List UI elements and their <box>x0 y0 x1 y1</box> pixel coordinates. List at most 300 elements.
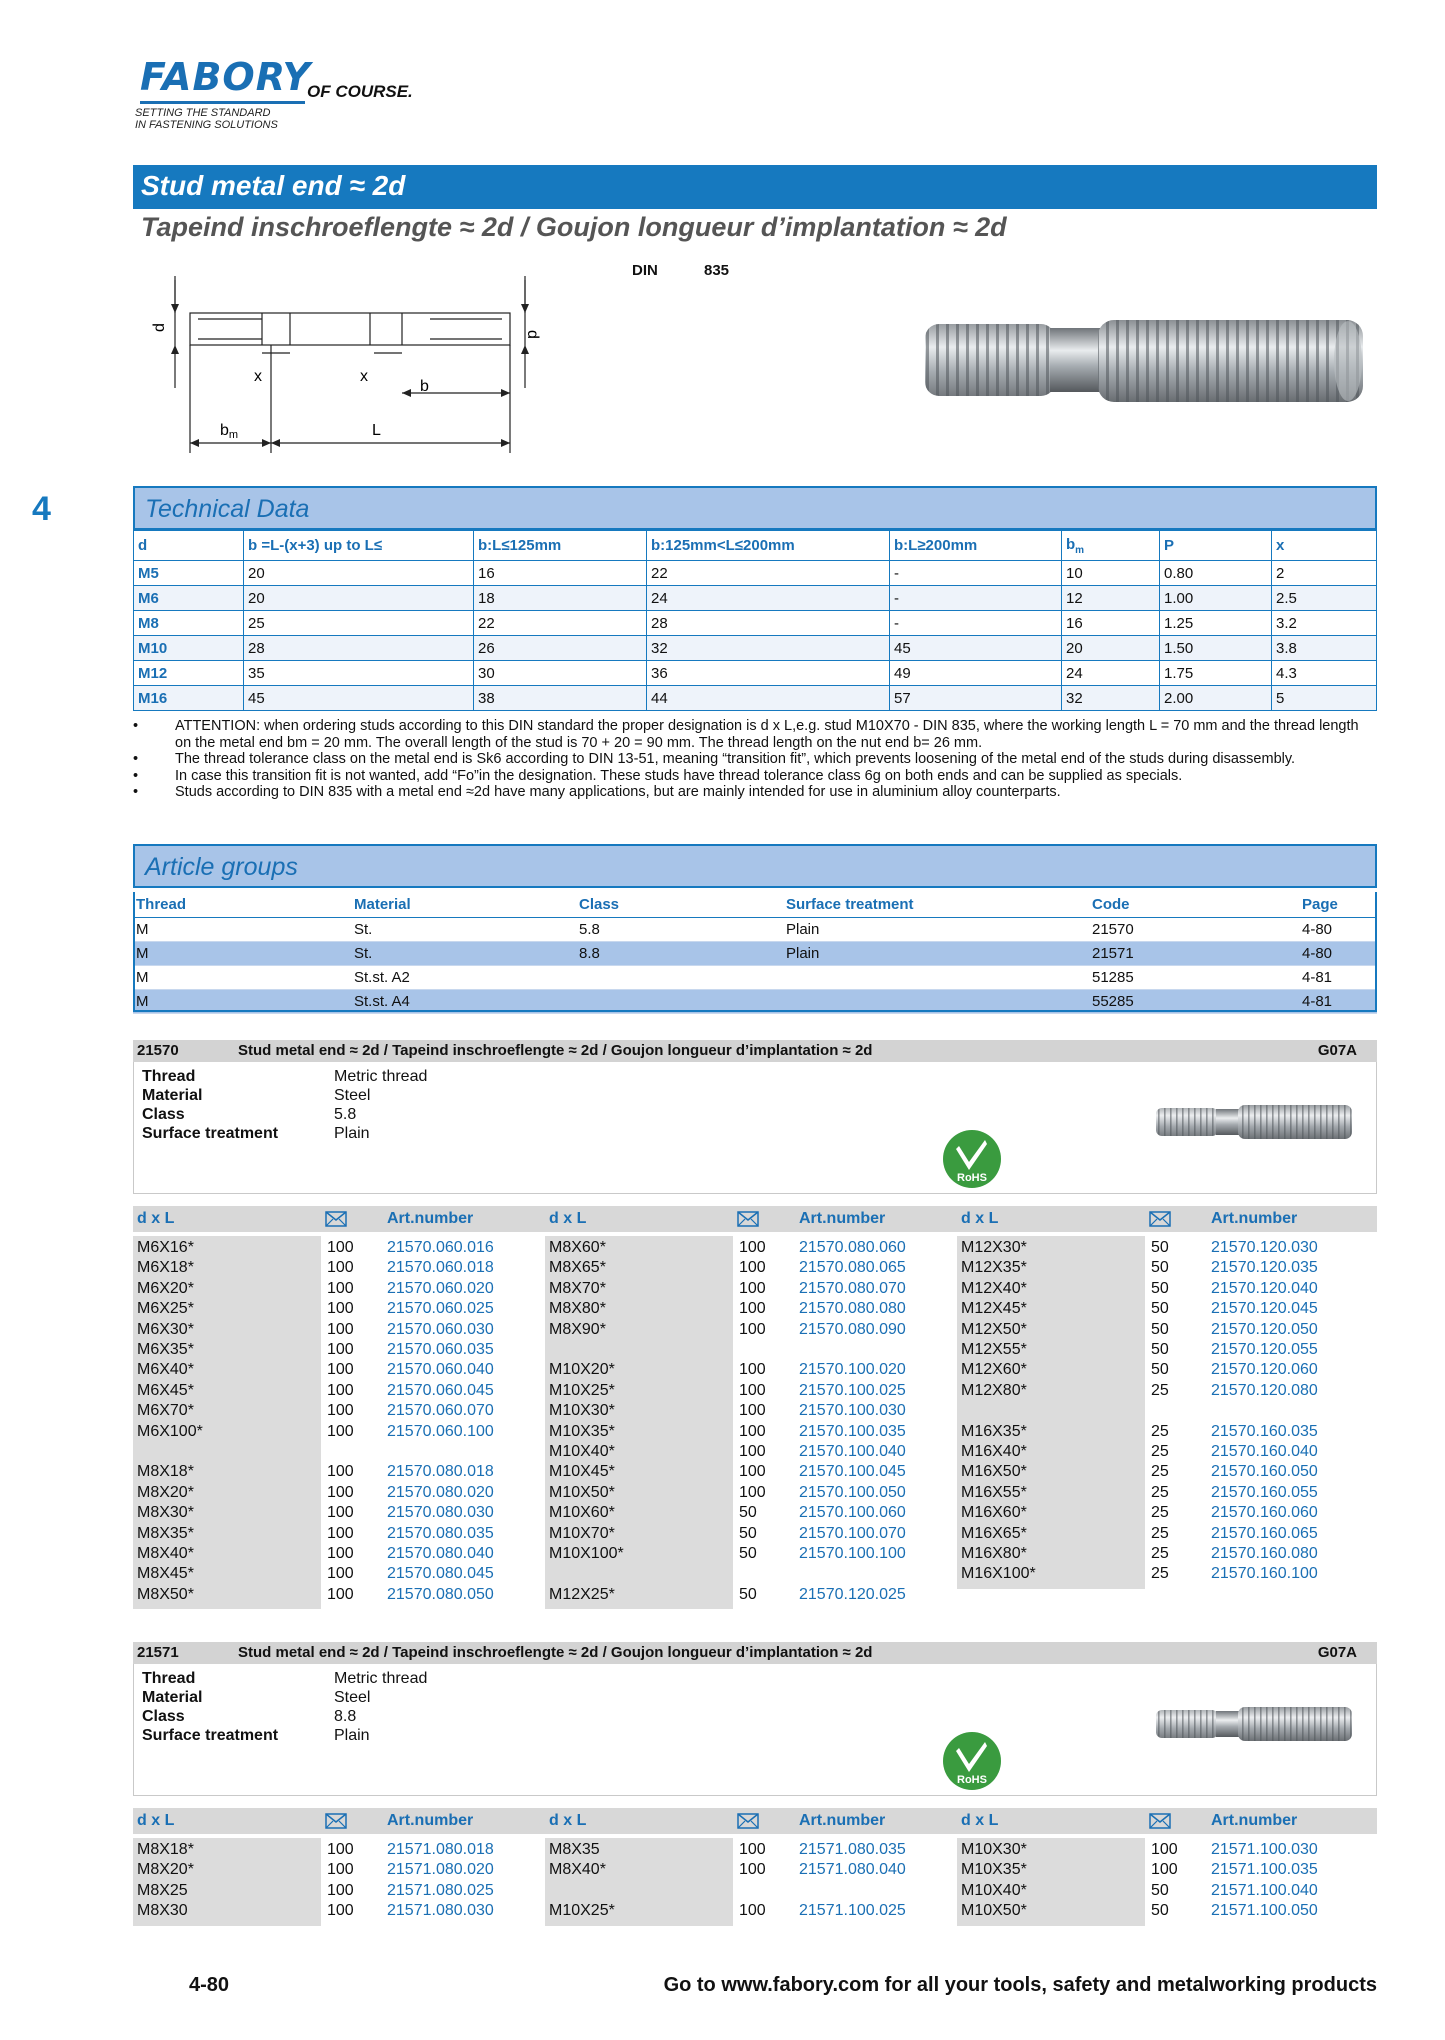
table-header-row <box>133 892 1377 917</box>
package-quantity: 50 <box>739 1545 757 1562</box>
article-list-row[interactable] <box>545 1503 945 1523</box>
article-list-row[interactable] <box>957 1544 1357 1564</box>
table-cell: 4-80 <box>1299 941 1377 965</box>
size-label: M10X20* <box>549 1361 615 1379</box>
table-cell: 8.8 <box>576 941 783 965</box>
rohs-label: RoHS <box>957 1172 987 1184</box>
package-quantity-icon <box>737 1813 759 1829</box>
size-label: M10X35* <box>961 1861 1027 1879</box>
table-cell: - <box>890 586 1062 611</box>
table-cell: 45 <box>890 636 1062 661</box>
article-number-link[interactable]: 21570.080.030 <box>387 1504 494 1522</box>
article-number-link[interactable]: 21570.120.080 <box>1211 1381 1318 1399</box>
size-label: M6X25* <box>137 1300 194 1318</box>
logo-slogan: OF COURSE. <box>307 82 413 101</box>
size-label: M6X40* <box>137 1361 194 1379</box>
col-header: b:L≥200mm <box>890 531 1062 561</box>
article-number-link[interactable]: 21571.080.040 <box>799 1861 906 1879</box>
article-list-row[interactable] <box>545 1422 945 1442</box>
article-list-row[interactable] <box>133 1279 533 1299</box>
article-number-link[interactable]: 21570.060.045 <box>387 1381 494 1399</box>
article-list-row[interactable] <box>957 1381 1357 1401</box>
col-header-art-number: Art.number <box>799 1210 886 1227</box>
package-quantity: 100 <box>327 1902 354 1920</box>
package-quantity: 25 <box>1151 1545 1169 1562</box>
package-quantity: 25 <box>1151 1463 1169 1481</box>
article-number-link[interactable]: 21570.160.060 <box>1211 1504 1318 1522</box>
table-cell: M <box>133 917 351 941</box>
article-number-link[interactable]: 21570.120.050 <box>1211 1320 1318 1338</box>
product-properties-box <box>133 1664 1377 1796</box>
article-list-row[interactable] <box>545 1544 945 1564</box>
article-list-row[interactable] <box>545 1258 945 1278</box>
col-header-dxl: d x L <box>549 1812 587 1829</box>
article-number-link[interactable]: 21570.160.040 <box>1211 1443 1318 1460</box>
note-item: • The thread tolerance class on the metal end is Sk6 according to DIN 13-51, meaning “transition fit”, which prevents loosening of the metal end of the studs during disassembly. <box>133 751 1377 768</box>
article-number-link[interactable]: 21571.100.040 <box>1211 1881 1318 1899</box>
article-list-row[interactable] <box>957 1524 1357 1544</box>
col-header: P <box>1160 531 1272 561</box>
article-number-link[interactable]: 21570.100.040 <box>799 1443 906 1460</box>
article-group-row[interactable] <box>133 989 1377 1013</box>
article-list-row[interactable] <box>545 1299 945 1319</box>
table-cell: 16 <box>474 561 647 586</box>
package-quantity: 50 <box>1151 1361 1169 1379</box>
article-list-row[interactable] <box>133 1585 533 1605</box>
col-header: Surface treatment <box>783 892 1089 917</box>
size-label: M8X50* <box>137 1585 194 1603</box>
size-label: M12X45* <box>961 1300 1027 1318</box>
article-number-link[interactable]: 21570.160.050 <box>1211 1463 1318 1481</box>
article-number-link[interactable]: 21570.080.070 <box>799 1279 906 1297</box>
package-quantity-icon <box>737 1211 759 1227</box>
article-list-row[interactable] <box>133 1299 533 1319</box>
table-cell: M16 <box>134 686 244 711</box>
article-number-link[interactable]: 21570.120.030 <box>1211 1239 1318 1256</box>
article-list-row[interactable] <box>957 1840 1357 1860</box>
product-group-code: G07A <box>1317 1042 1357 1059</box>
article-number-link[interactable]: 21570.080.065 <box>799 1259 906 1277</box>
size-label: M10X25* <box>549 1902 615 1920</box>
size-label: M16X65* <box>961 1524 1027 1542</box>
article-list-row[interactable] <box>957 1503 1357 1523</box>
article-number-link[interactable]: 21570.160.080 <box>1211 1545 1318 1562</box>
article-number-link[interactable]: 21570.080.050 <box>387 1585 494 1603</box>
package-quantity: 100 <box>739 1402 766 1420</box>
table-cell: 36 <box>647 661 890 686</box>
article-number-link[interactable]: 21571.100.025 <box>799 1902 906 1920</box>
article-list-row[interactable] <box>133 1258 533 1278</box>
article-number-link[interactable]: 21571.080.018 <box>387 1841 494 1858</box>
article-number-link[interactable]: 21570.100.060 <box>799 1504 906 1522</box>
article-list-row[interactable] <box>133 1320 533 1340</box>
size-label: M10X70* <box>549 1524 615 1542</box>
col-header-dxl: d x L <box>137 1210 175 1227</box>
table-cell: 45 <box>244 686 474 711</box>
article-number-link[interactable]: 21571.080.025 <box>387 1881 494 1899</box>
size-label: M8X65* <box>549 1259 606 1277</box>
package-quantity: 50 <box>1151 1320 1169 1338</box>
table-cell: 24 <box>1062 661 1160 686</box>
page-subtitle: Tapeind inschroeflengte ≈ 2d / Goujon longueur d’implantation ≈ 2d <box>141 212 1007 242</box>
table-cell: 5.8 <box>576 917 783 941</box>
article-number-link[interactable]: 21570.160.065 <box>1211 1524 1318 1542</box>
article-list-row[interactable] <box>133 1483 533 1503</box>
col-header: Material <box>351 892 576 917</box>
article-number-link[interactable]: 21570.120.060 <box>1211 1361 1318 1379</box>
article-number-link[interactable]: 21570.100.035 <box>799 1422 906 1440</box>
col-header: b:L≤125mm <box>474 531 647 561</box>
article-number-link[interactable]: 21570.160.055 <box>1211 1483 1318 1501</box>
article-number-link[interactable]: 21570.100.045 <box>799 1463 906 1481</box>
package-quantity: 25 <box>1151 1483 1169 1501</box>
article-list-row[interactable] <box>545 1279 945 1299</box>
product-description: Stud metal end ≈ 2d / Tapeind inschroeflengte ≈ 2d / Goujon longueur d’implantation ≈ 2d <box>238 1644 873 1661</box>
size-label: M6X30* <box>137 1320 194 1338</box>
package-quantity: 100 <box>739 1463 766 1481</box>
article-number-link[interactable]: 21570.080.020 <box>387 1483 494 1501</box>
article-number-link[interactable]: 21571.100.030 <box>1211 1841 1318 1858</box>
article-list-row[interactable] <box>545 1238 945 1258</box>
table-cell: 55285 <box>1089 989 1299 1013</box>
article-list-row[interactable] <box>133 1901 533 1921</box>
size-label: M12X40* <box>961 1279 1027 1297</box>
table-row <box>134 561 1377 586</box>
table-row <box>134 611 1377 636</box>
article-list-row[interactable] <box>957 1238 1357 1258</box>
article-number-link[interactable]: 21570.120.025 <box>799 1585 906 1603</box>
size-label: M6X45* <box>137 1381 194 1399</box>
package-quantity: 100 <box>739 1483 766 1501</box>
table-cell: 12 <box>1062 586 1160 611</box>
size-label: M6X20* <box>137 1279 194 1297</box>
product-code: 21571 <box>137 1644 179 1661</box>
article-number-link[interactable]: 21570.160.035 <box>1211 1422 1318 1440</box>
package-quantity: 100 <box>327 1841 354 1858</box>
table-cell: 1.50 <box>1160 636 1272 661</box>
drawing-label-d-left: d <box>151 323 168 332</box>
table-cell: 26 <box>474 636 647 661</box>
article-list-row[interactable] <box>133 1401 533 1421</box>
article-number-link[interactable]: 21571.080.020 <box>387 1861 494 1879</box>
property-value: 8.8 <box>334 1708 357 1725</box>
package-quantity: 100 <box>327 1239 354 1256</box>
table-header-row <box>134 531 1377 561</box>
table-cell: M12 <box>134 661 244 686</box>
package-quantity: 100 <box>739 1300 766 1318</box>
size-label: M16X55* <box>961 1483 1027 1501</box>
article-number-link[interactable]: 21570.080.035 <box>387 1524 494 1542</box>
article-list-row[interactable] <box>545 1442 945 1462</box>
article-list-row[interactable] <box>133 1462 533 1482</box>
package-quantity: 100 <box>1151 1861 1178 1879</box>
article-list-row[interactable] <box>957 1320 1357 1340</box>
size-label: M8X90* <box>549 1320 606 1338</box>
drawing-label-bm: bm <box>220 422 239 441</box>
article-list-row[interactable] <box>957 1360 1357 1380</box>
table-cell: 22 <box>647 561 890 586</box>
package-quantity: 100 <box>1151 1841 1178 1858</box>
product-header <box>133 1642 1377 1664</box>
article-list-row[interactable] <box>957 1442 1357 1462</box>
article-list-row[interactable] <box>957 1860 1357 1880</box>
size-label: M8X20* <box>137 1483 194 1501</box>
article-list-row[interactable] <box>133 1840 533 1860</box>
table-cell: 20 <box>244 586 474 611</box>
fabory-logo <box>135 55 435 135</box>
article-list-row[interactable] <box>545 1524 945 1544</box>
article-list-row[interactable] <box>957 1340 1357 1360</box>
article-list-header <box>133 1808 1377 1834</box>
col-header-art-number: Art.number <box>387 1812 474 1829</box>
article-number-link[interactable]: 21571.080.035 <box>799 1841 906 1858</box>
rohs-badge-icon <box>942 1128 1002 1190</box>
size-label: M12X55* <box>961 1341 1027 1358</box>
stud-technical-drawing <box>140 268 541 468</box>
package-quantity: 100 <box>739 1443 766 1460</box>
table-cell: 0.80 <box>1160 561 1272 586</box>
table-cell: 28 <box>244 636 474 661</box>
article-list-row[interactable] <box>545 1483 945 1503</box>
table-cell: M10 <box>134 636 244 661</box>
article-number-link[interactable]: 21570.060.070 <box>387 1402 494 1420</box>
package-quantity: 50 <box>739 1524 757 1542</box>
table-row <box>134 686 1377 711</box>
chapter-number: 4 <box>32 490 51 528</box>
col-header: Class <box>576 892 783 917</box>
package-quantity: 50 <box>1151 1279 1169 1297</box>
table-cell: 4-81 <box>1299 965 1377 989</box>
article-list-row[interactable] <box>545 1860 945 1880</box>
size-label: M16X100* <box>961 1565 1036 1583</box>
package-quantity: 50 <box>739 1585 757 1603</box>
page-title-bar <box>133 165 1377 209</box>
page-title: Stud metal end ≈ 2d <box>141 170 406 201</box>
stud-thumbnail-photo <box>1154 1702 1354 1746</box>
package-quantity: 100 <box>739 1841 766 1858</box>
article-number-link[interactable]: 21570.100.100 <box>799 1545 906 1562</box>
article-number-link[interactable]: 21570.120.055 <box>1211 1341 1318 1358</box>
article-list-row[interactable] <box>957 1564 1357 1584</box>
article-number-link[interactable]: 21570.100.020 <box>799 1361 906 1379</box>
article-number-link[interactable]: 21570.060.020 <box>387 1279 494 1297</box>
drawing-label-x-right: x <box>360 368 368 385</box>
article-number-link[interactable]: 21570.080.040 <box>387 1545 494 1562</box>
article-list-row[interactable] <box>133 1860 533 1880</box>
package-quantity: 100 <box>739 1259 766 1277</box>
article-list-row[interactable] <box>133 1524 533 1544</box>
article-list-row[interactable] <box>545 1840 945 1860</box>
size-label: M10X45* <box>549 1463 615 1481</box>
table-row <box>134 586 1377 611</box>
package-quantity: 100 <box>739 1361 766 1379</box>
package-quantity: 100 <box>327 1565 354 1583</box>
property-label: Thread <box>142 1068 196 1085</box>
table-cell: St.st. A2 <box>351 965 576 989</box>
table-cell: 32 <box>647 636 890 661</box>
property-value: Plain <box>334 1125 370 1142</box>
article-list-row[interactable] <box>957 1881 1357 1901</box>
size-label: M8X30 <box>137 1902 188 1920</box>
table-cell: 5 <box>1272 686 1377 711</box>
property-label: Surface treatment <box>142 1125 279 1142</box>
page-number: 4-80 <box>189 1974 230 1996</box>
article-number-link[interactable]: 21570.120.035 <box>1211 1259 1318 1277</box>
table-cell: St. <box>351 917 576 941</box>
article-number-link[interactable]: 21570.060.035 <box>387 1341 494 1358</box>
article-number-link[interactable]: 21570.080.090 <box>799 1320 906 1338</box>
logo-brand-name: FABORY <box>140 55 312 99</box>
article-list-row[interactable] <box>133 1381 533 1401</box>
package-quantity: 100 <box>739 1279 766 1297</box>
product-header <box>133 1040 1377 1062</box>
article-number-link[interactable]: 21571.080.030 <box>387 1902 494 1920</box>
package-quantity: 100 <box>327 1422 354 1440</box>
table-cell: 24 <box>647 586 890 611</box>
package-quantity: 100 <box>327 1483 354 1501</box>
article-number-link[interactable]: 21570.060.025 <box>387 1300 494 1318</box>
property-label: Material <box>142 1689 203 1706</box>
table-cell: M <box>133 989 351 1013</box>
property-label: Class <box>142 1106 185 1123</box>
table-cell: 57 <box>890 686 1062 711</box>
article-number-link[interactable]: 21570.060.018 <box>387 1259 494 1277</box>
drawing-label-x-left: x <box>254 368 262 385</box>
article-number-link[interactable]: 21570.080.080 <box>799 1300 906 1318</box>
product-properties-box <box>133 1062 1377 1194</box>
article-groups-title: Article groups <box>145 853 298 881</box>
size-label: M8X45* <box>137 1565 194 1583</box>
package-quantity: 100 <box>327 1861 354 1879</box>
table-cell: 32 <box>1062 686 1160 711</box>
package-quantity: 50 <box>1151 1259 1169 1277</box>
article-list-row[interactable] <box>133 1544 533 1564</box>
table-cell: 2.5 <box>1272 586 1377 611</box>
article-list-row[interactable] <box>545 1401 945 1421</box>
article-list-row[interactable] <box>957 1422 1357 1442</box>
article-number-link[interactable]: 21570.160.100 <box>1211 1565 1318 1583</box>
col-header-dxl: d x L <box>961 1210 999 1227</box>
article-list-row[interactable] <box>545 1360 945 1380</box>
article-list-row[interactable] <box>133 1881 533 1901</box>
article-list-row[interactable] <box>133 1360 533 1380</box>
article-number-link[interactable]: 21570.060.030 <box>387 1320 494 1338</box>
article-list-row[interactable] <box>133 1238 533 1258</box>
table-cell: 21570 <box>1089 917 1299 941</box>
property-value: Steel <box>334 1689 371 1706</box>
technical-data-title: Technical Data <box>145 495 310 523</box>
property-value: Plain <box>334 1727 370 1744</box>
size-label: M8X35 <box>549 1841 600 1858</box>
article-number-link[interactable]: 21570.120.045 <box>1211 1300 1318 1318</box>
logo-tagline-2: IN FASTENING SOLUTIONS <box>135 119 278 131</box>
logo-underline <box>140 101 305 104</box>
article-number-link[interactable]: 21570.120.040 <box>1211 1279 1318 1297</box>
article-number-link[interactable]: 21570.100.050 <box>799 1483 906 1501</box>
col-header: b =L-(x+3) up to L≤ <box>244 531 474 561</box>
article-list-row[interactable] <box>133 1422 533 1442</box>
package-quantity: 50 <box>1151 1239 1169 1256</box>
table-cell: 49 <box>890 661 1062 686</box>
article-list-row[interactable] <box>957 1483 1357 1503</box>
package-quantity-icon <box>325 1211 347 1227</box>
article-number-link[interactable]: 21570.080.060 <box>799 1239 906 1256</box>
size-label: M8X60* <box>549 1239 606 1256</box>
table-cell: St. <box>351 941 576 965</box>
article-list-row[interactable] <box>545 1381 945 1401</box>
size-label: M12X80* <box>961 1381 1027 1399</box>
article-number-link[interactable]: 21570.100.025 <box>799 1381 906 1399</box>
article-list-row[interactable] <box>133 1503 533 1523</box>
article-list-row[interactable] <box>545 1320 945 1340</box>
size-label: M16X50* <box>961 1463 1027 1481</box>
article-list-row[interactable] <box>133 1564 533 1584</box>
article-list-row[interactable] <box>133 1340 533 1360</box>
article-list-row[interactable] <box>957 1299 1357 1319</box>
article-list-row[interactable] <box>545 1462 945 1482</box>
article-list-row[interactable] <box>957 1258 1357 1278</box>
property-label: Class <box>142 1708 185 1725</box>
article-group-row[interactable] <box>133 941 1377 965</box>
stud-thumbnail-photo <box>1154 1100 1354 1144</box>
article-number-link[interactable]: 21570.080.045 <box>387 1565 494 1583</box>
package-quantity: 50 <box>1151 1300 1169 1318</box>
package-quantity: 100 <box>327 1504 354 1522</box>
article-number-link[interactable]: 21571.100.035 <box>1211 1861 1318 1879</box>
table-cell: 16 <box>1062 611 1160 636</box>
table-cell: 3.8 <box>1272 636 1377 661</box>
article-number-link[interactable]: 21570.100.070 <box>799 1524 906 1542</box>
col-header-art-number: Art.number <box>1211 1210 1298 1227</box>
table-cell: 20 <box>1062 636 1160 661</box>
article-number-link[interactable]: 21570.100.030 <box>799 1402 906 1420</box>
article-list-row[interactable] <box>545 1585 945 1605</box>
article-number-link[interactable]: 21570.060.040 <box>387 1361 494 1379</box>
article-group-row[interactable] <box>133 965 1377 989</box>
article-number-link[interactable]: 21571.100.050 <box>1211 1902 1318 1920</box>
package-quantity: 50 <box>1151 1341 1169 1358</box>
article-group-row[interactable] <box>133 917 1377 941</box>
size-label: M16X80* <box>961 1545 1027 1562</box>
table-cell: Plain <box>783 917 1089 941</box>
package-quantity: 25 <box>1151 1381 1169 1399</box>
article-groups-heading <box>133 844 1377 888</box>
table-cell: 10 <box>1062 561 1160 586</box>
package-quantity: 100 <box>327 1341 354 1358</box>
table-row <box>134 661 1377 686</box>
article-number-link[interactable]: 21570.060.016 <box>387 1239 494 1256</box>
article-number-link[interactable]: 21570.060.100 <box>387 1422 494 1440</box>
col-header: b:125mm<L≤200mm <box>647 531 890 561</box>
article-list-row[interactable] <box>545 1901 945 1921</box>
article-list-row[interactable] <box>957 1462 1357 1482</box>
article-list-row[interactable] <box>957 1901 1357 1921</box>
article-number-link[interactable]: 21570.080.018 <box>387 1463 494 1481</box>
package-quantity: 100 <box>327 1259 354 1277</box>
property-value: Steel <box>334 1087 371 1104</box>
article-list-row[interactable] <box>957 1279 1357 1299</box>
size-label: M8X20* <box>137 1861 194 1879</box>
package-quantity: 100 <box>739 1861 766 1879</box>
table-cell <box>783 965 1089 989</box>
table-cell: 25 <box>244 611 474 636</box>
package-quantity: 25 <box>1151 1422 1169 1440</box>
package-quantity-icon <box>325 1813 347 1829</box>
product-code: 21570 <box>137 1042 179 1059</box>
size-label: M16X60* <box>961 1504 1027 1522</box>
col-header-art-number: Art.number <box>799 1812 886 1829</box>
note-item: • ATTENTION: when ordering studs according to this DIN standard the proper designation is d x L,e.g. stud M10X70 - DIN 835, where the working length L = 70 mm and the thread length on the metal end bm = 20 mm. The overall length of the stud is 70 + 20 = 90 mm. The thread length on the nut end b= 26 mm. <box>133 718 1377 751</box>
